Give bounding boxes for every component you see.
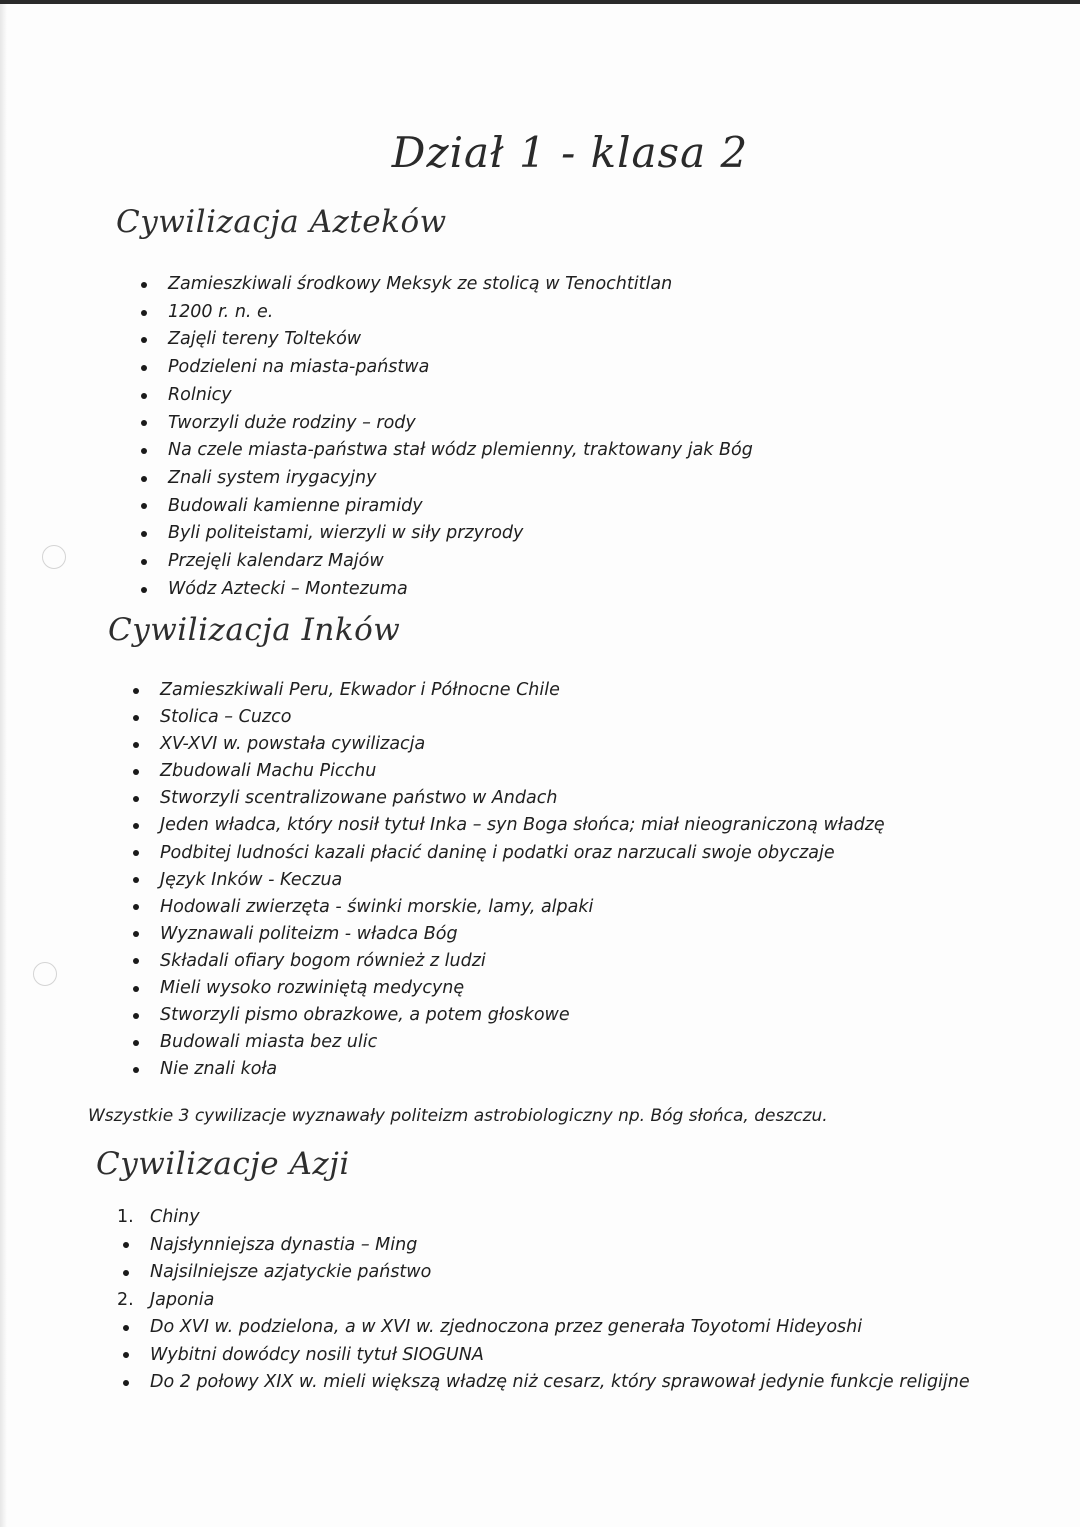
list-item-text: Podzieleni na miasta-państwa [168, 357, 430, 378]
list-item [160, 1029, 885, 1056]
incas-list [160, 677, 885, 1083]
list-item [150, 1259, 970, 1287]
list-item [168, 465, 753, 493]
list-item-text: Zbudowali Machu Picchu [160, 761, 377, 782]
bullet-icon [123, 1270, 129, 1276]
list-item [168, 493, 753, 521]
bullet-icon [123, 1325, 129, 1331]
list-item [160, 975, 885, 1002]
bullet-icon [133, 715, 139, 721]
list-item-text: Stworzyli pismo obrazkowe, a potem głoskowe [160, 1005, 570, 1026]
list-item [160, 840, 885, 867]
bullet-icon [133, 931, 139, 937]
list-item-text: Podbitej ludności kazali płacić daninę i podatki oraz narzucali swoje obyczaje [160, 842, 835, 863]
bullet-icon [141, 448, 147, 454]
bullet-icon [123, 1380, 129, 1386]
list-item [117, 1204, 970, 1232]
list-item-text: Stolica – Cuzco [160, 707, 292, 728]
bullet-icon [141, 503, 147, 509]
list-item [168, 520, 753, 548]
list-item-text: Zamieszkiwali Peru, Ekwador i Północne Chile [160, 680, 560, 700]
list-item [160, 1056, 885, 1083]
list-item [150, 1369, 970, 1397]
list-item-text: Japonia [150, 1289, 215, 1310]
list-item-text: Mieli wysoko rozwiniętą medycynę [160, 978, 465, 999]
list-item [168, 299, 753, 327]
list-item-text: Stworzyli scentralizowane państwo w Andach [160, 788, 558, 809]
bullet-icon [141, 559, 147, 565]
punch-hole-mark [42, 545, 66, 569]
list-item-text: Znali system irygacyjny [168, 467, 377, 488]
list-item-text: Do 2 połowy XIX w. mieli większą władzę niż cesarz, który sprawował jedynie funkcje religijne [150, 1372, 970, 1392]
aztecs-list [168, 271, 753, 603]
list-item [168, 437, 753, 465]
list-item [168, 382, 753, 410]
list-item-text: Wyznawali politeizm - władca Bóg [160, 923, 458, 944]
list-item [168, 326, 753, 354]
bullet-icon [133, 1067, 139, 1073]
list-item [160, 867, 885, 894]
list-item-text: Byli politeistami, wierzyli w siły przyrody [168, 523, 524, 544]
bullet-icon [141, 393, 147, 399]
list-item [150, 1342, 970, 1370]
bullet-icon [133, 1040, 139, 1046]
list-item [160, 731, 885, 758]
bullet-icon [133, 742, 139, 748]
list-item [160, 921, 885, 948]
bullet-icon [133, 823, 139, 829]
list-item [168, 410, 753, 438]
list-number: 1. [117, 1207, 134, 1227]
list-item-text: Na czele miasta-państwa stał wódz plemienny, traktowany jak Bóg [168, 440, 753, 461]
bullet-icon [133, 986, 139, 992]
list-item-text: XV-XVI w. powstała cywilizacja [160, 734, 426, 755]
list-item [160, 1002, 885, 1029]
bullet-icon [123, 1352, 129, 1358]
list-item [160, 948, 885, 975]
list-item-text: Chiny [150, 1207, 200, 1227]
list-item-text: Zamieszkiwali środkowy Meksyk ze stolicą w Tenochtitlan [168, 274, 673, 294]
bullet-icon [133, 904, 139, 910]
bullet-icon [141, 531, 147, 537]
list-item [160, 758, 885, 785]
bullet-icon [123, 1242, 129, 1248]
bullet-icon [133, 688, 139, 694]
list-item-text: Rolnicy [168, 384, 232, 405]
bullet-icon [133, 769, 139, 775]
list-item-text: Wybitni dowódcy nosili tytuł SIOGUNA [150, 1344, 484, 1365]
list-item [150, 1232, 970, 1260]
bullet-icon [133, 958, 139, 964]
list-item-text: Jeden władca, który nosił tytuł Inka – syn Boga słońca; miał nieograniczoną władzę [160, 815, 885, 836]
list-item [117, 1287, 970, 1315]
list-item-text: 1200 r. n. e. [168, 301, 274, 322]
list-item [160, 785, 885, 812]
list-item [160, 677, 885, 704]
bullet-icon [141, 476, 147, 482]
list-item-text: Do XVI w. podzielona, a w XVI w. zjednoczona przez generała Toyotomi Hideyoshi [150, 1317, 863, 1337]
bullet-icon [133, 796, 139, 802]
scan-top-border [0, 0, 1080, 4]
list-item-text: Składali ofiary bogom również z ludzi [160, 950, 486, 971]
list-item-text: Język Inków - Keczua [160, 869, 343, 890]
bullet-icon [141, 420, 147, 426]
list-item [160, 704, 885, 731]
asia-list [117, 1204, 970, 1397]
list-item [160, 894, 885, 921]
section-heading-asia: Cywilizacje Azji [96, 1146, 350, 1182]
list-item [168, 548, 753, 576]
list-item [168, 576, 753, 604]
list-item-text: Hodowali zwierzęta - świnki morskie, lamy, alpaki [160, 896, 594, 917]
list-item-text: Wódz Aztecki – Montezuma [168, 578, 408, 599]
list-item-text: Najsłynniejsza dynastia – Ming [150, 1234, 418, 1255]
section-heading-incas: Cywilizacja Inków [108, 612, 401, 648]
list-item-text: Zajęli tereny Tolteków [168, 329, 362, 350]
bullet-icon [141, 310, 147, 316]
section-heading-aztecs: Cywilizacja Azteków [116, 204, 447, 240]
list-item [150, 1314, 970, 1342]
summary-text: Wszystkie 3 cywilizacje wyznawały politeizm astrobiologiczny np. Bóg słońca, deszczu. [88, 1106, 828, 1126]
page-title: Dział 1 - klasa 2 [391, 128, 749, 177]
bullet-icon [133, 1013, 139, 1019]
bullet-icon [133, 850, 139, 856]
bullet-icon [141, 587, 147, 593]
punch-hole-mark [33, 962, 57, 986]
list-item [160, 812, 885, 839]
list-item-text: Budowali kamienne piramidy [168, 495, 423, 516]
bullet-icon [133, 877, 139, 883]
list-item-text: Budowali miasta bez ulic [160, 1032, 378, 1053]
bullet-icon [141, 337, 147, 343]
scan-left-shadow [0, 4, 7, 1527]
list-item-text: Przejęli kalendarz Majów [168, 551, 384, 572]
list-item-text: Najsilniejsze azjatyckie państwo [150, 1262, 432, 1282]
bullet-icon [141, 365, 147, 371]
list-item [168, 271, 753, 299]
list-item-text: Tworzyli duże rodziny – rody [168, 412, 416, 433]
list-number: 2. [117, 1289, 134, 1310]
list-item [168, 354, 753, 382]
list-item-text: Nie znali koła [160, 1059, 278, 1080]
bullet-icon [141, 282, 147, 288]
